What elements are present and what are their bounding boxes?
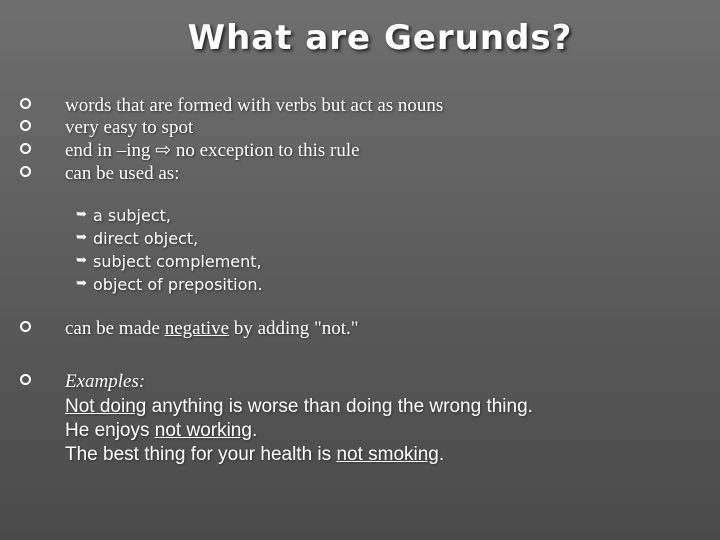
bullet-text	[65, 140, 360, 162]
examples-label: Examples:	[65, 371, 146, 392]
sub-item-text: direct object,	[93, 229, 199, 248]
bullet-circle-icon	[20, 98, 31, 109]
bullet-circle-icon	[20, 120, 31, 131]
bullet-text: very easy to spot	[65, 117, 194, 138]
bullet-text: can be used as:	[65, 163, 180, 184]
curved-arrow-icon: ➥	[76, 253, 87, 268]
curved-arrow-icon: ➥	[76, 230, 87, 245]
underlined-text: negative	[164, 318, 230, 339]
curved-arrow-icon: ➥	[76, 207, 87, 222]
bullet-circle-icon	[20, 374, 31, 385]
bullet-text-part: no exception to this rule	[175, 140, 360, 161]
example-line	[65, 396, 625, 417]
sub-item-text: subject complement,	[93, 252, 262, 271]
bullet-circle-icon	[20, 143, 31, 154]
underlined-text: not working	[154, 420, 252, 441]
sub-item-text: object of preposition.	[93, 275, 263, 294]
text-part: anything is worse than doing the wrong thing.	[146, 396, 533, 417]
examples-block	[65, 396, 625, 468]
text-part: He enjoys	[65, 420, 155, 441]
text-part: can be made	[65, 318, 165, 339]
bullet-circle-icon	[20, 166, 31, 177]
example-line	[65, 420, 625, 441]
bullet-text-part: end in –ing	[65, 140, 151, 161]
curved-arrow-icon: ➥	[76, 276, 87, 291]
slide-title: What are Gerunds?	[187, 18, 573, 58]
arrow-right-icon: ⇨	[155, 140, 172, 161]
text-part: .	[251, 420, 258, 441]
underlined-text: Not doing	[65, 396, 147, 417]
bullet-circle-icon	[20, 321, 31, 332]
bullet-text: words that are formed with verbs but act as nouns	[65, 95, 444, 116]
text-part: .	[438, 444, 445, 465]
underlined-text: not smoking	[336, 444, 439, 465]
sub-item-text: a subject,	[93, 206, 171, 225]
example-line	[65, 444, 625, 465]
text-part: The best thing for your health is	[65, 444, 337, 465]
bullet-text	[65, 318, 359, 340]
text-part: by adding "not."	[229, 318, 359, 339]
